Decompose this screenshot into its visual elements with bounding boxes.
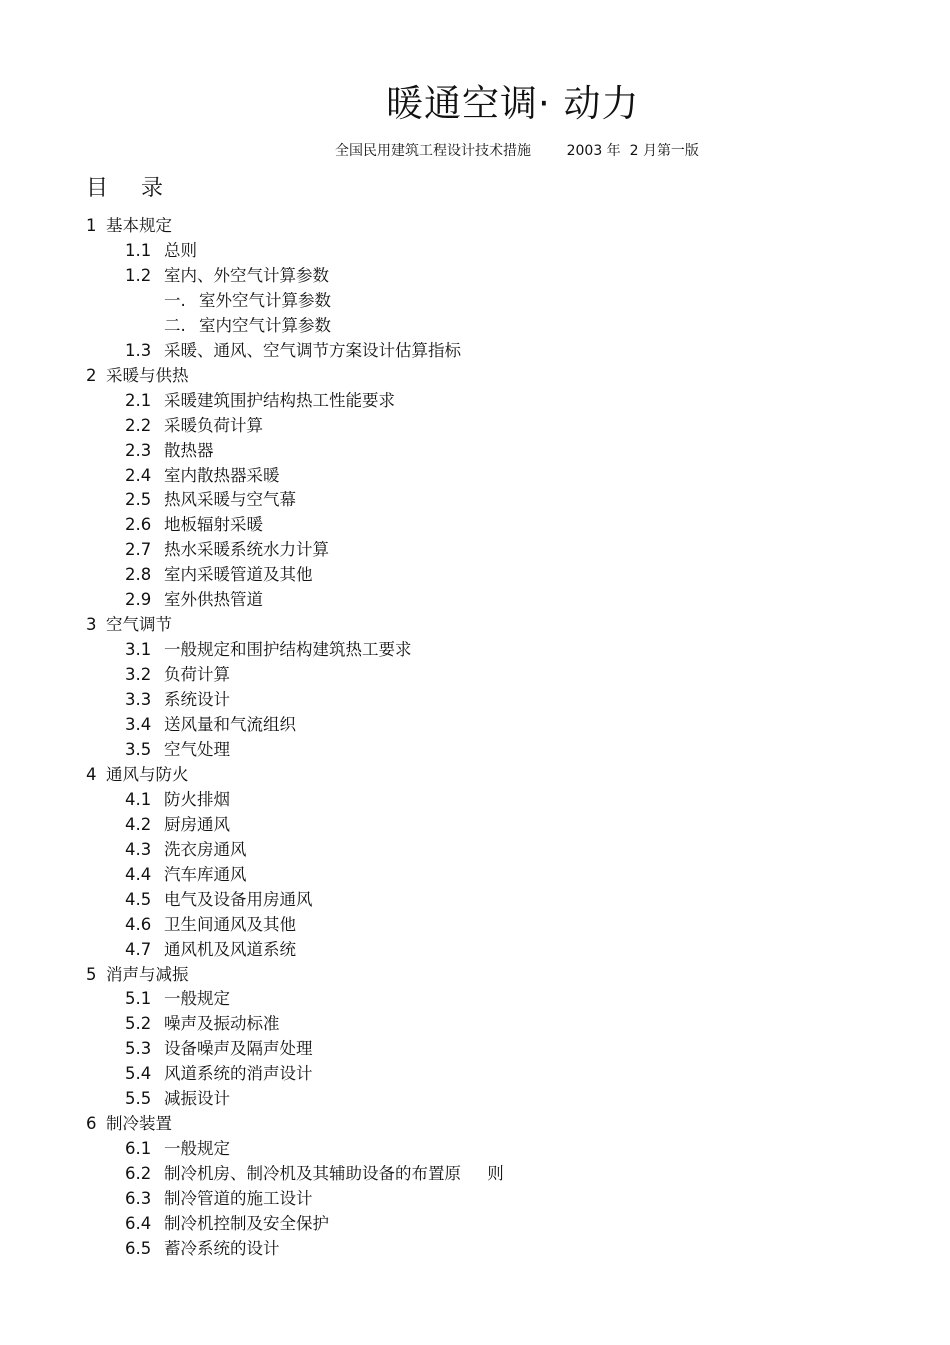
toc-entry xyxy=(125,738,230,762)
toc-entry-number: 2.8 xyxy=(125,565,152,585)
toc-entry-label: 一般规定 xyxy=(164,989,230,1009)
toc-entry-label: 制冷机房、制冷机及其辅助设备的布置原 则 xyxy=(164,1164,504,1184)
toc-entry-number: 2.6 xyxy=(125,515,152,535)
toc-entry-label: 室内采暖管道及其他 xyxy=(164,565,313,585)
toc-entry xyxy=(125,1062,313,1086)
toc-entry xyxy=(125,1187,313,1211)
toc-entry-number: 6.5 xyxy=(125,1238,152,1258)
toc-entry-number: 1 xyxy=(86,216,97,235)
toc-entry xyxy=(125,1087,230,1111)
toc-entry xyxy=(125,913,296,937)
toc-entry-label: 消声与减振 xyxy=(106,964,189,984)
toc-entry xyxy=(125,563,313,587)
toc-entry-label: 负荷计算 xyxy=(164,665,230,685)
toc-entry xyxy=(125,513,263,537)
toc-entry xyxy=(125,838,247,862)
toc-entry-label: 一般规定 xyxy=(164,1139,230,1159)
document-subtitle: 全国民用建筑工程设计技术措施 2003 年 2 月第一版 xyxy=(335,143,699,159)
toc-entry-number: 6.3 xyxy=(125,1189,152,1209)
toc-entry-label: 采暖与供热 xyxy=(106,365,189,385)
toc-entry-number: 6.1 xyxy=(125,1139,152,1159)
toc-entry xyxy=(125,439,214,463)
toc-entry-label: 防火排烟 xyxy=(164,789,230,809)
toc-entry-label: 送风量和气流组织 xyxy=(164,715,296,734)
toc-entry-label: 热风采暖与空气幕 xyxy=(164,490,296,510)
toc-entry-label: 室内、外空气计算参数 xyxy=(164,265,329,285)
toc-entry-label: 总则 xyxy=(164,240,197,260)
toc-entry xyxy=(125,1237,280,1261)
toc-entry xyxy=(125,588,263,612)
toc-entry xyxy=(125,663,230,687)
toc-entry-number: 3.1 xyxy=(125,640,152,660)
toc-entry-number: 1.3 xyxy=(125,340,152,360)
toc-entry xyxy=(125,813,230,837)
toc-entry xyxy=(125,1212,329,1236)
toc-entry-label: 制冷管道的施工设计 xyxy=(164,1189,313,1209)
toc-entry-number: 5.2 xyxy=(125,1014,152,1034)
toc-entry-label: 通风与防火 xyxy=(106,764,189,784)
toc-entry-number: 2.1 xyxy=(125,390,152,410)
toc-entry-label: 汽车库通风 xyxy=(164,864,247,884)
toc-entry xyxy=(125,788,230,812)
toc-entry-number: 1.2 xyxy=(125,265,152,285)
toc-entry-label: 室外供热管道 xyxy=(164,590,263,610)
toc-entry-number: 4.1 xyxy=(125,789,152,809)
toc-entry-number: 二. xyxy=(164,315,186,335)
toc-entry-number: 5 xyxy=(86,964,97,984)
toc-entry-label: 噪声及振动标准 xyxy=(164,1014,280,1034)
toc-entry-label: 洗衣房通风 xyxy=(164,839,247,859)
toc-entry-label: 通风机及风道系统 xyxy=(164,939,296,959)
toc-entry xyxy=(125,464,280,488)
toc-entry xyxy=(125,538,329,562)
toc-entry-label: 卫生间通风及其他 xyxy=(164,914,296,934)
toc-entry-label: 采暖负荷计算 xyxy=(164,415,263,435)
toc-entry xyxy=(164,289,331,313)
toc-entry-label: 室内散热器采暖 xyxy=(164,465,280,485)
toc-entry xyxy=(125,488,296,512)
toc-entry-number: 3.3 xyxy=(125,690,152,710)
toc-entry-number: 3 xyxy=(86,615,97,635)
toc-entry xyxy=(125,713,296,737)
toc-entry-number: 6.4 xyxy=(125,1214,152,1233)
toc-entry-number: 2.2 xyxy=(125,415,152,435)
toc-entry-number: 3.2 xyxy=(125,665,152,685)
toc-entry xyxy=(86,763,189,787)
toc-entry-label: 热水采暖系统水力计算 xyxy=(164,540,329,560)
toc-entry-label: 一般规定和围护结构建筑热工要求 xyxy=(164,640,412,660)
toc-entry-number: 2.3 xyxy=(125,440,152,460)
toc-entry-number: 4.7 xyxy=(125,939,152,959)
toc-entry xyxy=(125,339,461,363)
toc-entry xyxy=(125,987,230,1011)
toc-entry xyxy=(125,688,230,712)
toc-entry xyxy=(125,239,197,263)
toc-entry-label: 基本规定 xyxy=(106,216,172,235)
toc-entry-label: 风道系统的消声设计 xyxy=(164,1064,313,1084)
toc-entry xyxy=(86,613,172,637)
toc-entry-number: 4.6 xyxy=(125,914,152,934)
toc-entry-label: 散热器 xyxy=(164,440,214,460)
toc-entry-number: 5.4 xyxy=(125,1064,152,1084)
toc-entry-label: 设备噪声及隔声处理 xyxy=(164,1039,313,1059)
toc-entry-number: 2.9 xyxy=(125,590,152,610)
toc-entry-label: 空气处理 xyxy=(164,739,230,759)
toc-entry-label: 制冷装置 xyxy=(106,1114,172,1134)
toc-entry xyxy=(125,863,247,887)
toc-entry-number: 6.2 xyxy=(125,1164,152,1184)
toc-heading: 目 录 xyxy=(86,176,164,201)
toc-entry-number: 1.1 xyxy=(125,240,152,260)
toc-entry xyxy=(86,364,189,388)
toc-entry-number: 2.5 xyxy=(125,490,152,510)
toc-entry-label: 室外空气计算参数 xyxy=(199,290,331,310)
toc-entry-number: 一. xyxy=(164,290,186,310)
toc-entry-number: 2.4 xyxy=(125,465,152,485)
toc-entry xyxy=(125,1037,313,1061)
toc-entry-label: 制冷机控制及安全保护 xyxy=(164,1214,329,1233)
toc-entry xyxy=(125,264,329,288)
toc-entry xyxy=(86,214,172,238)
document-title: 暖通空调· 动力 xyxy=(386,82,640,125)
toc-entry-label: 蓄冷系统的设计 xyxy=(164,1238,280,1258)
toc-entry-number: 5.5 xyxy=(125,1089,152,1109)
toc-entry-number: 3.5 xyxy=(125,739,152,759)
toc-entry-number: 4.4 xyxy=(125,864,152,884)
toc-entry xyxy=(125,938,296,962)
toc-entry-number: 4.2 xyxy=(125,814,152,834)
toc-entry xyxy=(125,389,395,413)
toc-entry-number: 2.7 xyxy=(125,540,152,560)
toc-entry xyxy=(164,314,331,338)
toc-entry-label: 采暖建筑围护结构热工性能要求 xyxy=(164,390,395,410)
toc-entry-number: 4.3 xyxy=(125,839,152,859)
toc-entry xyxy=(125,888,313,912)
toc-entry-label: 减振设计 xyxy=(164,1089,230,1109)
toc-entry-label: 空气调节 xyxy=(106,615,172,635)
toc-entry-number: 6 xyxy=(86,1114,97,1134)
toc-entry-number: 4 xyxy=(86,764,97,784)
toc-entry xyxy=(125,638,412,662)
toc-entry-label: 系统设计 xyxy=(164,690,230,710)
toc-entry xyxy=(125,1012,280,1036)
toc-entry xyxy=(125,1162,504,1186)
toc-entry-label: 电气及设备用房通风 xyxy=(164,889,313,909)
toc-entry-label: 室内空气计算参数 xyxy=(199,315,331,335)
toc-entry-label: 厨房通风 xyxy=(164,814,230,834)
toc-entry-label: 采暖、通风、空气调节方案设计估算指标 xyxy=(164,340,461,360)
toc-entry-number: 5.1 xyxy=(125,989,152,1009)
toc-entry-number: 3.4 xyxy=(125,715,152,734)
toc-entry xyxy=(86,963,189,987)
toc-entry-label: 地板辐射采暖 xyxy=(164,515,263,535)
toc-entry xyxy=(125,1137,230,1161)
toc-entry-number: 5.3 xyxy=(125,1039,152,1059)
toc-entry xyxy=(125,414,263,438)
toc-entry xyxy=(86,1112,172,1136)
toc-entry-number: 4.5 xyxy=(125,889,152,909)
toc-entry-number: 2 xyxy=(86,365,97,385)
